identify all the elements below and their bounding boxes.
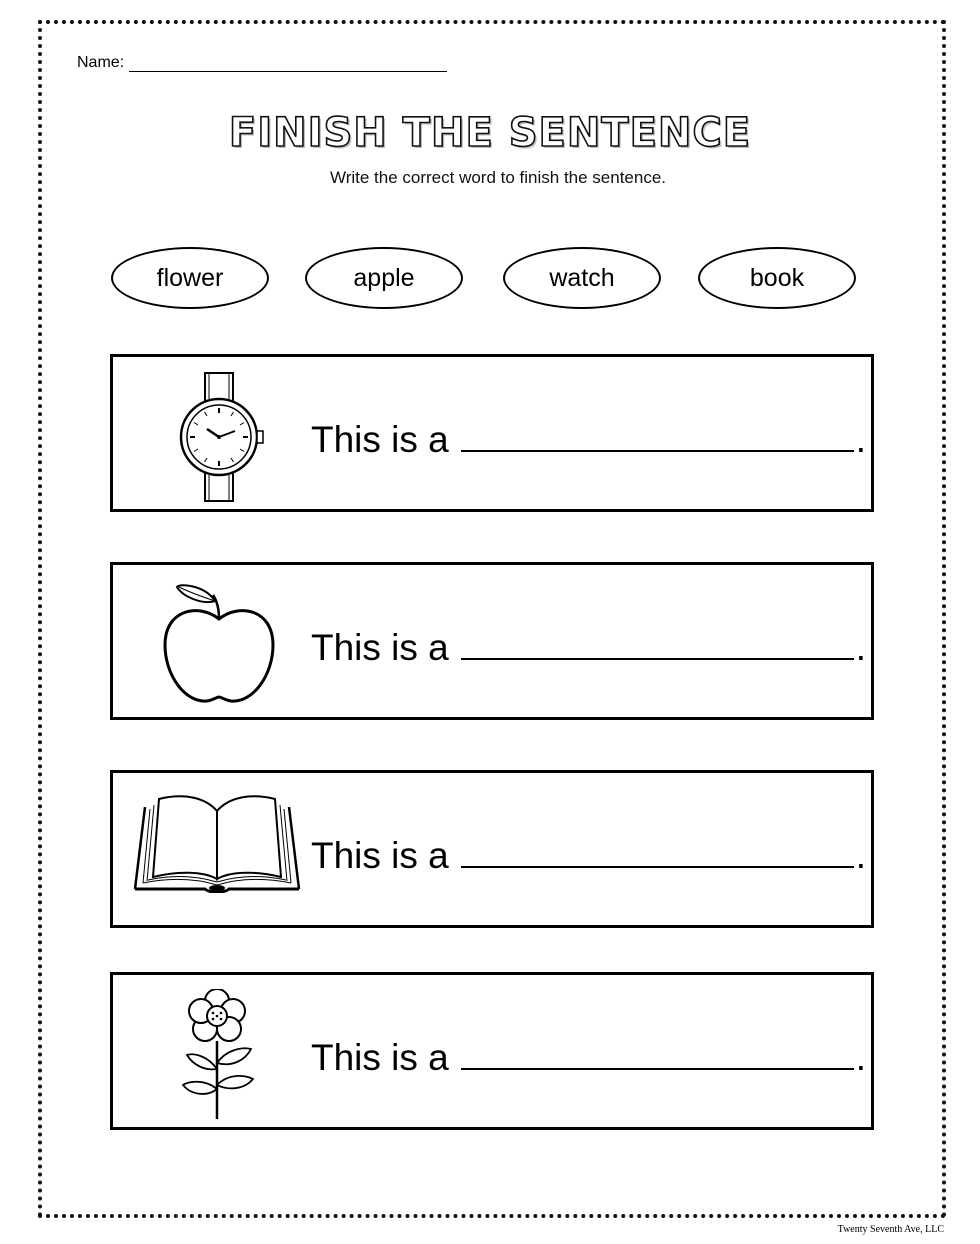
sentence-text: This is a [311,627,449,668]
word-bank-item-apple: apple [305,247,463,309]
word-bank [0,247,980,311]
sentence-box-3 [110,770,874,928]
sentence-text: This is a [311,1037,449,1078]
sentence-text: This is a [311,835,449,876]
flower-icon [181,989,257,1121]
name-label: Name: [77,54,125,71]
answer-blank[interactable] [461,1038,854,1070]
sentence-period: . [855,419,867,460]
watch-icon [175,371,265,503]
sentence-box-2 [110,562,874,720]
instructions: Write the correct word to finish the sentence. [329,168,667,187]
word-bank-item-watch: watch [503,247,661,309]
sentence-3 [311,835,866,877]
name-input-line[interactable] [129,55,447,72]
sentence-period: . [855,1037,867,1078]
book-icon [133,793,303,893]
answer-blank[interactable] [461,420,854,452]
name-row [77,54,447,72]
sentence-text: This is a [311,419,449,460]
answer-blank[interactable] [461,836,854,868]
sentence-period: . [855,627,867,668]
sentence-box-4 [110,972,874,1130]
footer-credit: Twenty Seventh Ave, LLC [837,1224,944,1235]
sentence-1 [311,419,866,461]
sentence-period: . [855,835,867,876]
apple-icon [159,579,279,705]
word-bank-item-book: book [698,247,856,309]
answer-blank[interactable] [461,628,854,660]
sentence-2 [311,627,866,669]
word-bank-item-flower: flower [111,247,269,309]
page-title: FINISH THE SENTENCE [228,110,752,156]
sentence-4 [311,1037,866,1079]
sentence-box-1 [110,354,874,512]
